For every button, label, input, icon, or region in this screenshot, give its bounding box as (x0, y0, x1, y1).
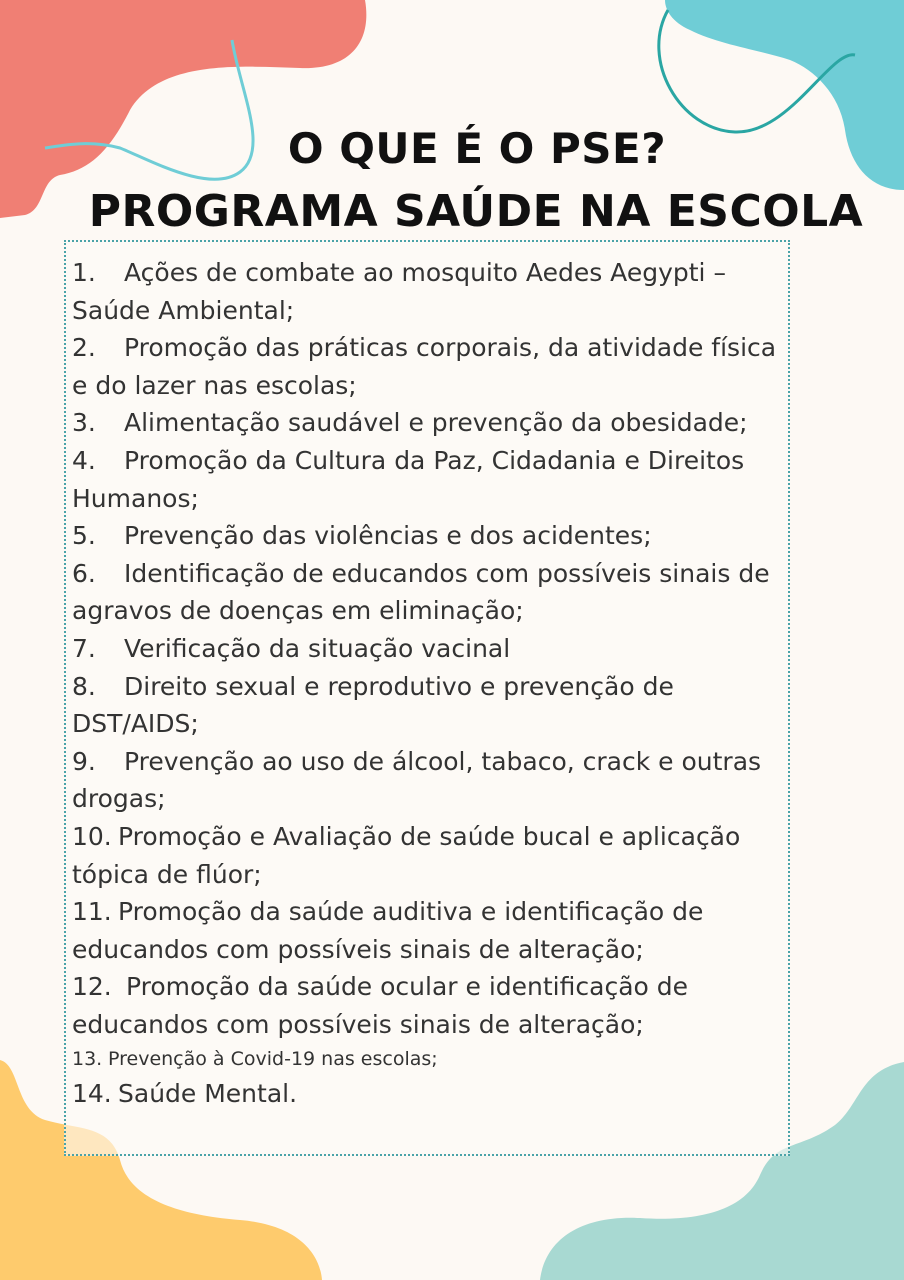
item-text: Promoção da Cultura da Paz, Cidadania e Direitos Humanos; (72, 445, 745, 513)
item-number: 9. (72, 746, 96, 776)
item-text: Promoção da saúde ocular e identificação de educandos com possíveis sinais de alteração; (72, 972, 688, 1039)
list-item (72, 404, 788, 442)
item-text: Verificação da situação vacinal (124, 633, 511, 663)
list-item (72, 668, 788, 743)
item-number: 4. (72, 445, 96, 475)
list-item (72, 555, 788, 630)
item-text: Alimentação saudável e prevenção da obesidade; (124, 408, 748, 438)
item-text: Promoção e Avaliação de saúde bucal e aplicação tópica de flúor; (72, 821, 741, 889)
list-item (72, 630, 788, 668)
item-number: 8. (72, 671, 96, 701)
item-number: 11. (72, 897, 112, 927)
item-text: Prevenção ao uso de álcool, tabaco, crack e outras drogas; (72, 746, 762, 814)
item-text: Saúde Mental. (118, 1079, 298, 1109)
list-item (72, 517, 788, 555)
item-number: 2. (72, 333, 96, 363)
item-text: Identificação de educandos com possíveis sinais de agravos de doenças em eliminação; (72, 558, 770, 626)
item-number: 12. (72, 972, 112, 1002)
list-item (72, 968, 788, 1043)
list-item (72, 893, 788, 968)
list-item (72, 442, 788, 517)
item-number: 5. (72, 521, 96, 551)
item-number: 7. (72, 633, 96, 663)
item-number: 3. (72, 408, 96, 438)
list-item (72, 329, 788, 404)
page-subtitle: PROGRAMA SAÚDE NA ESCOLA (88, 186, 864, 237)
item-text: Ações de combate ao mosquito Aedes Aegypti – Saúde Ambiental; (72, 258, 726, 325)
list-item (72, 1043, 788, 1075)
list-item (72, 254, 788, 329)
item-text: Prevenção das violências e dos acidentes; (124, 521, 652, 551)
item-number: 13. (72, 1048, 103, 1071)
topics-list (64, 240, 790, 1156)
list-item (72, 743, 788, 818)
item-number: 10. (72, 821, 112, 851)
list-item (72, 1075, 788, 1113)
item-text: Prevenção à Covid-19 nas escolas; (108, 1048, 438, 1071)
list-item (72, 818, 788, 893)
item-number: 1. (72, 258, 96, 287)
item-number: 14. (72, 1079, 112, 1109)
page-title: O QUE É O PSE? (287, 124, 667, 173)
item-text: Promoção das práticas corporais, da atividade física e do lazer nas escolas; (72, 333, 777, 400)
item-text: Direito sexual e reprodutivo e prevenção de DST/AIDS; (72, 671, 674, 739)
item-text: Promoção da saúde auditiva e identificação de educandos com possíveis sinais de alteração; (72, 897, 704, 964)
item-number: 6. (72, 558, 96, 588)
